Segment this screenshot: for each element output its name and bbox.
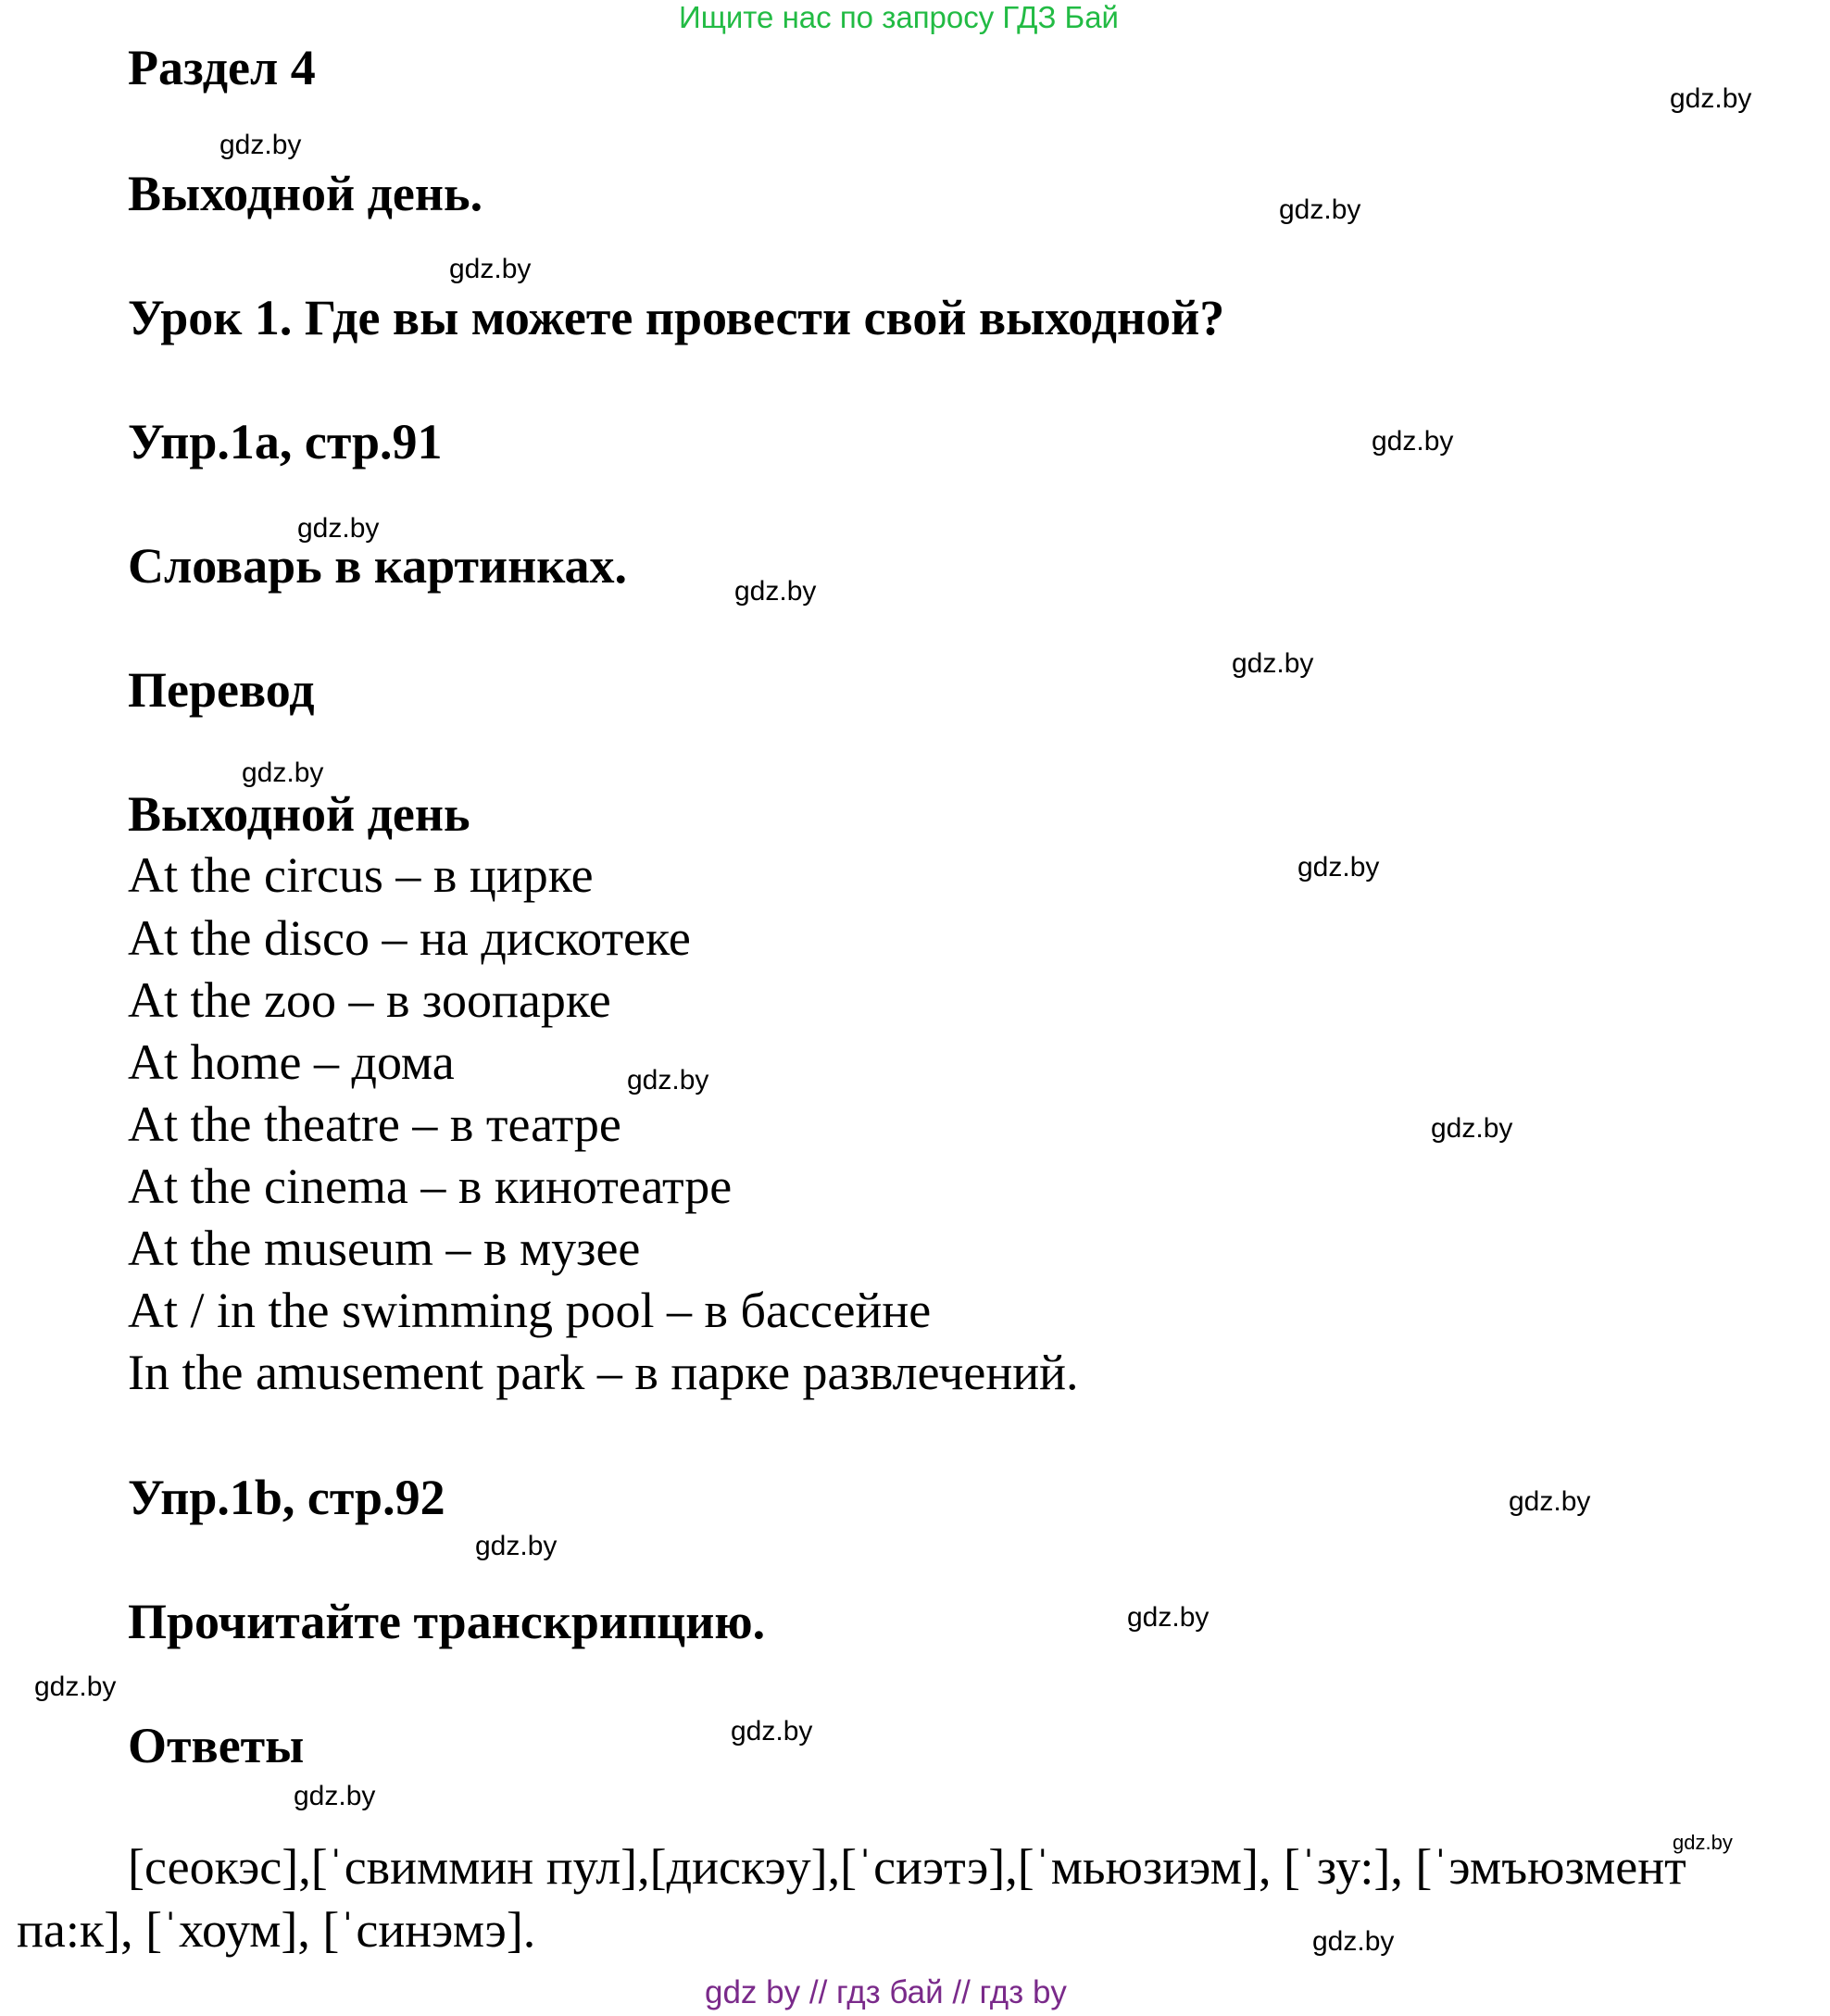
vocab-title: Выходной день (128, 786, 470, 842)
watermark: gdz.by (1509, 1486, 1591, 1517)
watermark: gdz.by (1670, 83, 1752, 114)
footer-links: gdz by // гдз бай // гдз by (705, 1974, 1067, 2010)
section-title: Выходной день. (128, 166, 483, 221)
vocab-line: At / in the swimming pool – в бассейне (128, 1283, 932, 1338)
exercise-1a-heading: Упр.1a, стр.91 (128, 414, 443, 470)
watermark: gdz.by (1431, 1113, 1513, 1144)
answers-line-1: [сеокэс],[ˈсвиммин пул],[дискэу],[ˈсиэтэ],[ˈмьюзиэм], [ˈзу:], [ˈэмъюзмент (128, 1839, 1686, 1895)
watermark: gdz.by (1127, 1602, 1210, 1633)
watermark: gdz.by (475, 1531, 558, 1561)
section-heading: Раздел 4 (128, 40, 316, 95)
vocab-line: At the theatre – в театре (128, 1096, 621, 1152)
watermark: gdz.by (449, 254, 532, 284)
watermark: gdz.by (297, 513, 380, 544)
vocab-line: At the circus – в цирке (128, 847, 594, 903)
exercise-1b-heading: Упр.1b, стр.92 (128, 1470, 445, 1525)
lesson-heading: Урок 1. Где вы можете провести свой выходной? (128, 290, 1225, 345)
watermark: gdz.by (1279, 194, 1361, 225)
exercise-1a-task: Словарь в картинках. (128, 538, 628, 594)
watermark: gdz.by (1372, 426, 1454, 457)
search-banner: Ищите нас по запросу ГДЗ Бай (679, 0, 1119, 34)
watermark: gdz.by (219, 130, 302, 160)
watermark: gdz.by (1312, 1926, 1395, 1957)
watermark: gdz.by (294, 1781, 376, 1811)
vocab-line: At the disco – на дискотеке (128, 910, 691, 966)
answers-heading: Ответы (128, 1718, 305, 1773)
vocab-line: In the amusement park – в парке развлечений. (128, 1345, 1079, 1400)
vocab-line: At the museum – в музее (128, 1221, 641, 1276)
vocab-line: At the cinema – в кинотеатре (128, 1158, 733, 1214)
watermark: gdz.by (34, 1672, 117, 1702)
watermark: gdz.by (1232, 648, 1314, 679)
vocab-line: At home – дома (128, 1034, 455, 1090)
exercise-1b-task: Прочитайте транскрипцию. (128, 1594, 766, 1649)
translation-heading: Перевод (128, 662, 315, 718)
answers-line-2: па:к], [ˈхоум], [ˈсинэмэ]. (17, 1902, 536, 1958)
vocab-line: At the zoo – в зоопарке (128, 972, 611, 1028)
watermark: gdz.by (627, 1065, 709, 1096)
watermark: gdz.by (1673, 1831, 1733, 1854)
watermark: gdz.by (242, 758, 324, 788)
watermark: gdz.by (1297, 852, 1380, 883)
watermark: gdz.by (731, 1716, 813, 1747)
watermark: gdz.by (734, 576, 817, 607)
